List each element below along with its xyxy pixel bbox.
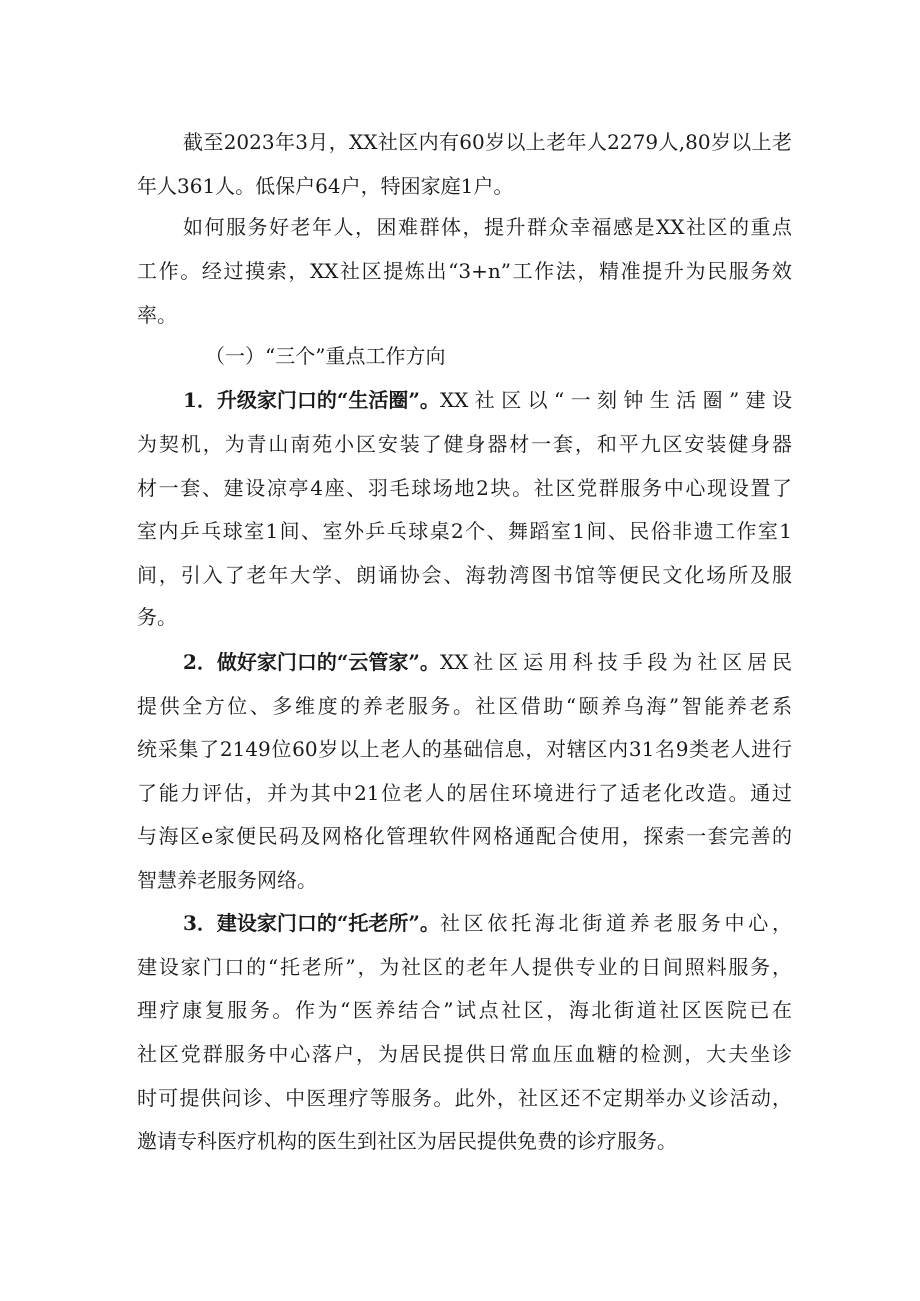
item2-first-line (183, 647, 792, 677)
item2-line: 智慧养老服务网络。 (137, 868, 317, 892)
item1-title: 1．升级家门口的“生活圈”。 (183, 388, 440, 412)
item1-first-line-text: XX社区以“一刻钟生活圈”建设 (439, 388, 792, 412)
item2-line: 与海区e家便民码及网格化管理软件网格通配合使用，探索一套完善的 (137, 824, 792, 848)
item2-line: 了能力评估，并为其中21位老人的居住环境进行了适老化改造。通过 (137, 781, 792, 805)
item1-first-line (183, 385, 792, 415)
item3-first-line-text: 社区依托海北街道养老服务中心， (439, 911, 792, 935)
paragraph1-line-2: 年人361人。低保户64户，特困家庭1户。 (137, 174, 514, 198)
section-heading: （一）“三个”重点工作方向 (205, 344, 446, 368)
item1-line: 间，引入了老年大学、朗诵协会、海勃湾图书馆等便民文化场所及服 (137, 563, 792, 587)
item1-line: 务。 (137, 605, 177, 629)
item2-title: 2．做好家门口的“云管家”。 (183, 650, 440, 674)
item1-line: 为契机，为青山南苑小区安装了健身器材一套，和平九区安装健身器 (137, 432, 792, 456)
item3-line: 理疗康复服务。作为“医养结合”试点社区，海北街道社区医院已在 (137, 998, 792, 1022)
item3-title: 3．建设家门口的“托老所”。 (183, 911, 440, 935)
item3-line: 社区党群服务中心落户，为居民提供日常血压血糖的检测，大夫坐诊 (137, 1042, 792, 1066)
item3-line: 建设家门口的“托老所”，为社区的老年人提供专业的日间照料服务， (137, 955, 792, 979)
paragraph2-line-3: 率。 (137, 303, 177, 327)
item1-line: 材一套、建设凉亭4座、羽毛球场地2块。社区党群服务中心现设置了 (137, 476, 792, 500)
item2-first-line-text: XX社区运用科技手段为社区居民 (439, 650, 792, 674)
paragraph2-line-1: 如何服务好老年人，困难群体，提升群众幸福感是XX社区的重点 (183, 215, 792, 239)
item1-line: 室内乒乓球室1间、室外乒乓球桌2个、舞蹈室1间、民俗非遗工作室1 (137, 519, 792, 543)
item3-line: 邀请专科医疗机构的医生到社区为居民提供免费的诊疗服务。 (137, 1129, 677, 1153)
paragraph1-line-1: 截至2023年3月，XX社区内有60岁以上老年人2279人,80岁以上老 (183, 130, 792, 154)
item2-line: 提供全方位、多维度的养老服务。社区借助“颐养乌海”智能养老系 (137, 694, 792, 718)
paragraph2-line-2: 工作。经过摸索，XX社区提炼出“3+n”工作法，精准提升为民服务效 (137, 259, 792, 283)
item2-line: 统采集了2149位60岁以上老人的基础信息，对辖区内31名9类老人进行 (137, 737, 792, 761)
item3-first-line (183, 908, 792, 938)
item3-line: 时可提供问诊、中医理疗等服务。此外，社区还不定期举办义诊活动， (137, 1086, 792, 1110)
